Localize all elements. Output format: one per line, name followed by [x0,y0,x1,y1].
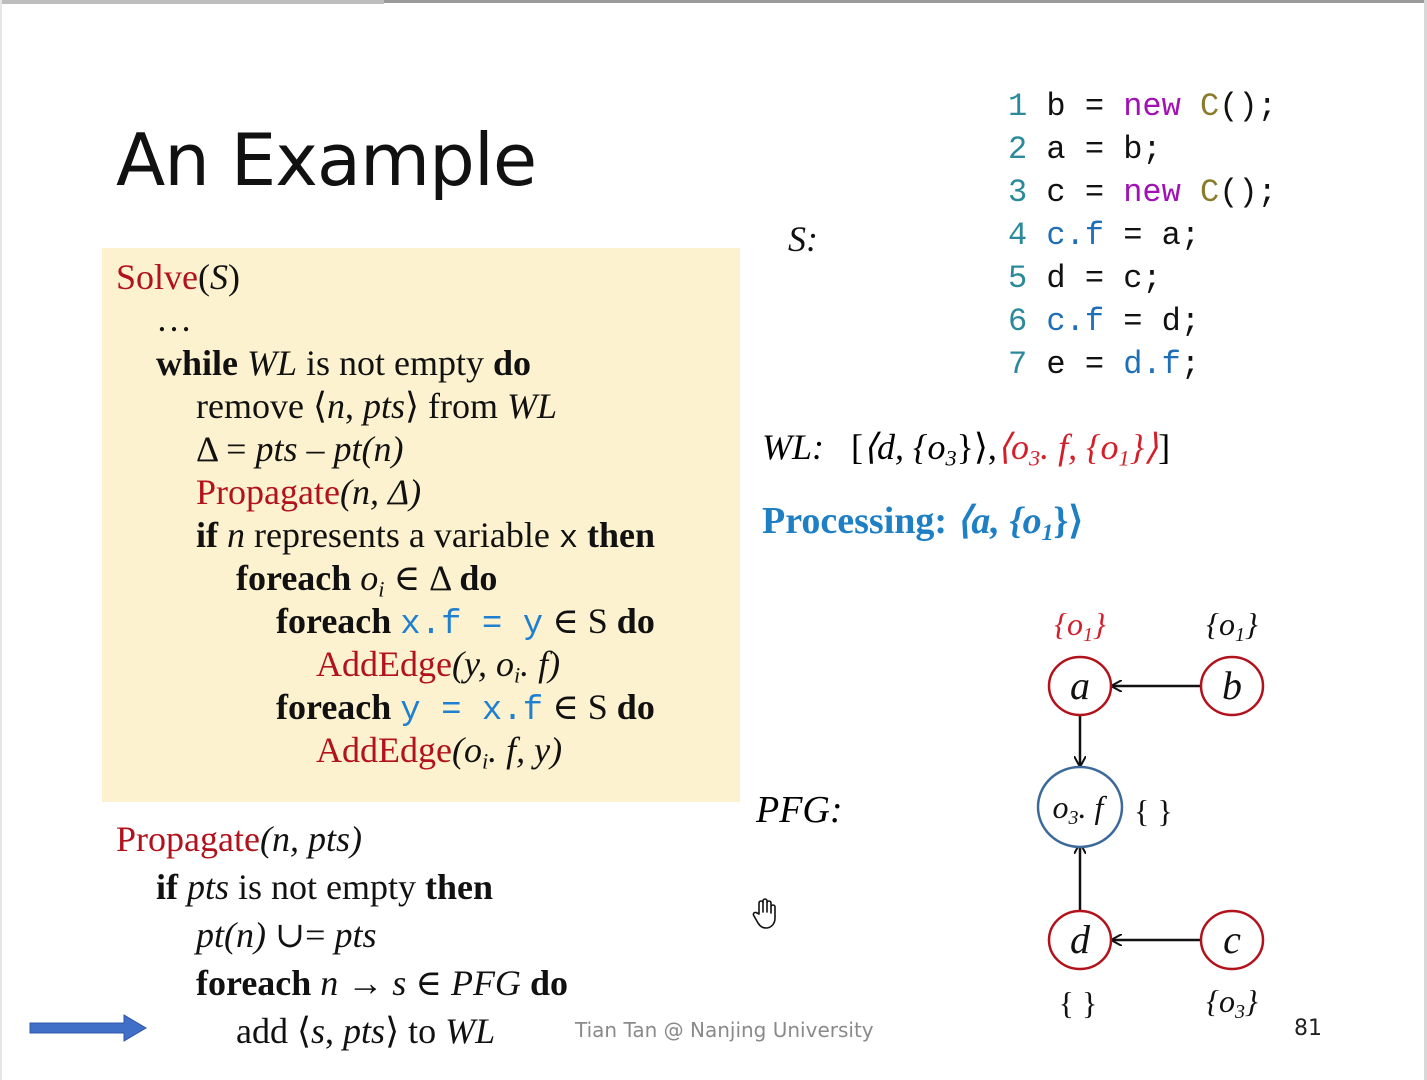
line-number: 1 [1008,88,1028,125]
pfg-node-o3f [1038,767,1122,847]
svg-text:d: d [1070,917,1090,962]
code-token: e = [1046,346,1124,383]
propagate-call-line: Propagate(n, Δ) [196,472,422,512]
code-token: new [1123,88,1201,125]
pfg-node-c [1201,911,1263,969]
code-token: c = [1046,174,1124,211]
solve-header: Solve(S) [116,257,241,297]
line-number: 6 [1008,303,1028,340]
svg-text:a: a [1070,663,1090,708]
svg-text:o3. f: o3. f [1052,789,1104,829]
code-token: d.f [1123,346,1181,383]
propagate-add-line: add ⟨s, pts⟩ to WL [236,1011,496,1051]
code-line [1008,346,1200,383]
code-line [1008,88,1277,125]
foreach-load-line: foreach y = x.f ∈ S do [276,687,655,730]
propagate-header: Propagate(n, pts) [116,819,362,859]
code-token: C [1200,174,1220,211]
code-token: new [1123,174,1201,211]
code-token: (); [1219,88,1277,125]
remove-line: remove ⟨n, pts⟩ from WL [196,386,558,426]
code-token: ; [1180,346,1201,383]
code-token: c.f [1046,303,1105,340]
page-number: 81 [1294,1016,1322,1041]
line-number: 2 [1008,131,1028,168]
propagate-union-line: pt(n) ∪= pts [196,915,377,955]
line-number: 4 [1008,217,1028,254]
code-token: d = c; [1046,260,1162,297]
pfg-node-b [1201,657,1263,715]
pfg-pts-b: {o1} [1206,606,1258,646]
code-token: = d; [1104,303,1201,340]
add-edge-store-line: AddEdge(y, $o_i$. f) [316,644,561,688]
pfg-graph [1000,590,1300,1030]
pfg-pts-c: {o3} [1206,983,1258,1023]
line-number: 3 [1008,174,1028,211]
add-edge-load-line: $AddEdge(o_i$. f, y) [316,730,563,774]
footer-credit: Tian Tan @ Nanjing University [575,1018,874,1042]
code-line [1008,260,1162,297]
code-token: c.f [1046,217,1105,254]
code-token: = a; [1104,217,1201,254]
slide-title: An Example [116,118,537,202]
code-token: b = [1046,88,1124,125]
foreach-store-line: foreach x.f = y ∈ S do [276,601,655,644]
code-line [1008,174,1277,211]
code-line [1008,303,1200,340]
line-number: 5 [1008,260,1028,297]
window-left-border [0,0,2,1080]
pfg-pts-a: {o1} [1054,606,1106,646]
program-label: S: [788,219,818,259]
code-token: (); [1219,174,1277,211]
pfg-node-a [1049,657,1111,715]
delta-line: Δ = pts – pt(n) [196,429,404,469]
pfg-label: PFG: [756,789,843,831]
code-token: C [1200,88,1220,125]
line-number: 7 [1008,346,1028,383]
foreach-oi-line: foreach $o_i$ ∈ Δ do [236,558,498,602]
propagate-if-line: if pts is not empty then [156,867,494,907]
worklist-row: WL: [⟨d, $\{o_3\}⟩,⟨o_3$. f, $\{o_1\}⟩$] [762,427,1171,471]
pfg-pts-d: { } [1058,985,1098,1021]
pfg-pts-o3f: { } [1134,793,1173,829]
if-variable-line: if n represents a variable x then [196,515,656,557]
hand-cursor-icon [750,898,780,930]
code-line [1008,217,1200,254]
window-tab-strip [0,0,384,4]
code-token: a = b; [1046,131,1162,168]
while-line: while WL is not empty do [156,343,532,383]
current-line-arrow-icon [28,1012,150,1044]
code-line [1008,131,1162,168]
svg-text:b: b [1222,663,1242,708]
propagate-foreach-line: foreach n → s ∈ PFG do [196,963,568,1003]
solve-ellipsis: … [156,299,192,339]
svg-text:c: c [1223,917,1241,962]
processing-row: Processing: ⟨a, $\{o_1\}⟩$ [762,500,1084,547]
pfg-node-d [1049,911,1111,969]
